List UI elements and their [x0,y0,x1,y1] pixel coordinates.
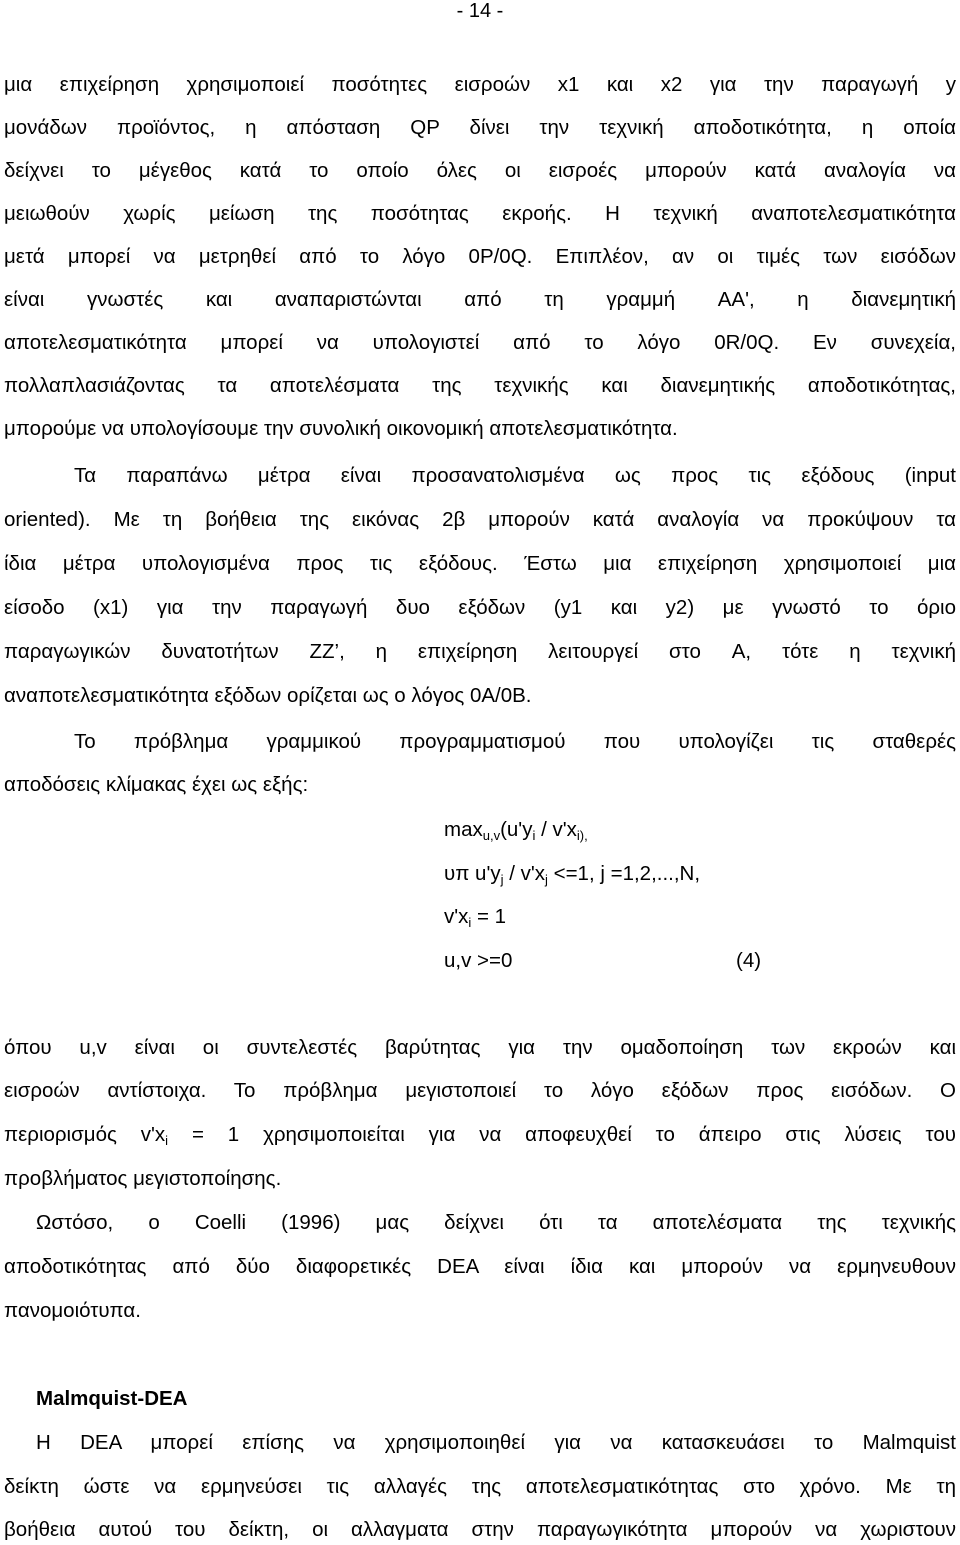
paragraph-line: Τα παραπάνω μέτρα είναι προσανατολισμένα ως προς τις εξόδους (input [74,464,956,487]
paragraph-line: μονάδων προϊόντος, η απόσταση QP δίνει την τεχνική αποδοτικότητα, η οποία [4,116,956,139]
paragraph-line: Το πρόβλημα γραμμικού προγραμματισμού που υπολογίζει τις σταθερές [74,730,956,753]
paragraph-line: αποδοτικότητας από δύο διαφορετικές DEA είναι ίδια και μπορούν να ερμηνευθουν [4,1255,956,1278]
paragraph-line: όπου u,v είναι οι συντελεστές βαρύτητας για την ομαδοποίηση των εκροών και [4,1036,956,1059]
paragraph-line: Ωστόσο, ο Coelli (1996) μας δείχνει ότι τα αποτελέσματα της τεχνικής [36,1211,956,1234]
paragraph-line: Η DEA μπορεί επίσης να χρησιμοποιηθεί για να κατασκευάσει το Malmquist [36,1431,956,1454]
paragraph-line: είναι γνωστές και αναπαριστώνται από τη γραμμή AA', η διανεμητική [4,288,956,311]
paragraph-line: περιορισμός $v'x_i = 1$ χρησιμοποιείται για να αποφευχθεί το άπειρο στις λύσεις του [4,1123,956,1148]
paragraph-line: πανομοιότυπα. [4,1299,141,1322]
paragraph-line: αναποτελεσματικότητα εξόδων ορίζεται ως ο λόγος 0A/0B. [4,684,532,707]
section-heading: Malmquist-DEA [36,1387,188,1410]
paragraph-line: μετά μπορεί να μετρηθεί από το λόγο 0P/0Q. Επιπλέον, αν οι τιμές των εισόδων [4,245,956,268]
formula-constraint-2: $v'x_i = 1$ [444,905,507,930]
paragraph-line: προβλήματος μεγιστοποίησης. [4,1167,282,1190]
paragraph-line: πολλαπλασιάζοντας τα αποτελέσματα της τεχνικής και διανεμητικής αποδοτικότητας, [4,374,956,397]
paragraph-line: ίδια μέτρα υπολογισμένα προς τις εξόδους. Έστω μια επιχείρηση χρησιμοποιεί μια [4,552,956,575]
paragraph-line: δείχνει το μέγεθος κατά το οποίο όλες οι εισροές μπορούν κατά αναλογία να [4,159,956,182]
paragraph-line: αποδόσεις κλίμακας έχει ως εξής: [4,773,309,796]
paragraph-line: αποτελεσματικότητα μπορεί να υπολογιστεί από το λόγο 0R/0Q. Εν συνεχεία, [4,331,956,354]
formula-objective: $\max_{u,v}(u'y_i / v'x_{i),}$ [444,818,588,843]
formula-constraint-3: u,v >=0 [444,949,513,972]
formula-constraint-1: υπ $u'y_j / v'x_j <=1$, j =1,2,...,N, [444,862,701,887]
paragraph-line: παραγωγικών δυνατοτήτων ZZ’, η επιχείρηση λειτουργεί στο A, τότε η τεχνική [4,640,956,663]
paragraph-line: μπορούμε να υπολογίσουμε την συνολική οικονομική αποτελεσματικότητα. [4,417,678,440]
equation-number: (4) [736,949,762,972]
paragraph-line: βοήθεια αυτού του δείκτη, οι αλλαγματα στην παραγωγικότητα μπορούν να χωριστουν [4,1518,956,1541]
paragraph-line: εισροών αντίστοιχα. Το πρόβλημα μεγιστοποιεί το λόγο εξόδων προς εισόδων. Ο [4,1079,956,1102]
paragraph-line: μια επιχείρηση χρησιμοποιεί ποσότητες εισροών x1 και x2 για την παραγωγή y [4,73,956,96]
paragraph-line: μειωθούν χωρίς μείωση της ποσότητας εκροής. Η τεχνική αναποτελεσματικότητα [4,202,956,225]
page-number: - 14 - [456,0,504,22]
paragraph-line: oriented). Με τη βοήθεια της εικόνας 2β μπορούν κατά αναλογία να προκύψουν τα [4,508,956,531]
paragraph-line: είσοδο (x1) για την παραγωγή δυο εξόδων (y1 και y2) με γνωστό το όριο [4,596,956,619]
paragraph-line: δείκτη ώστε να ερμηνεύσει τις αλλαγές της αποτελεσματικότητας στο χρόνο. Με τη [4,1475,956,1498]
